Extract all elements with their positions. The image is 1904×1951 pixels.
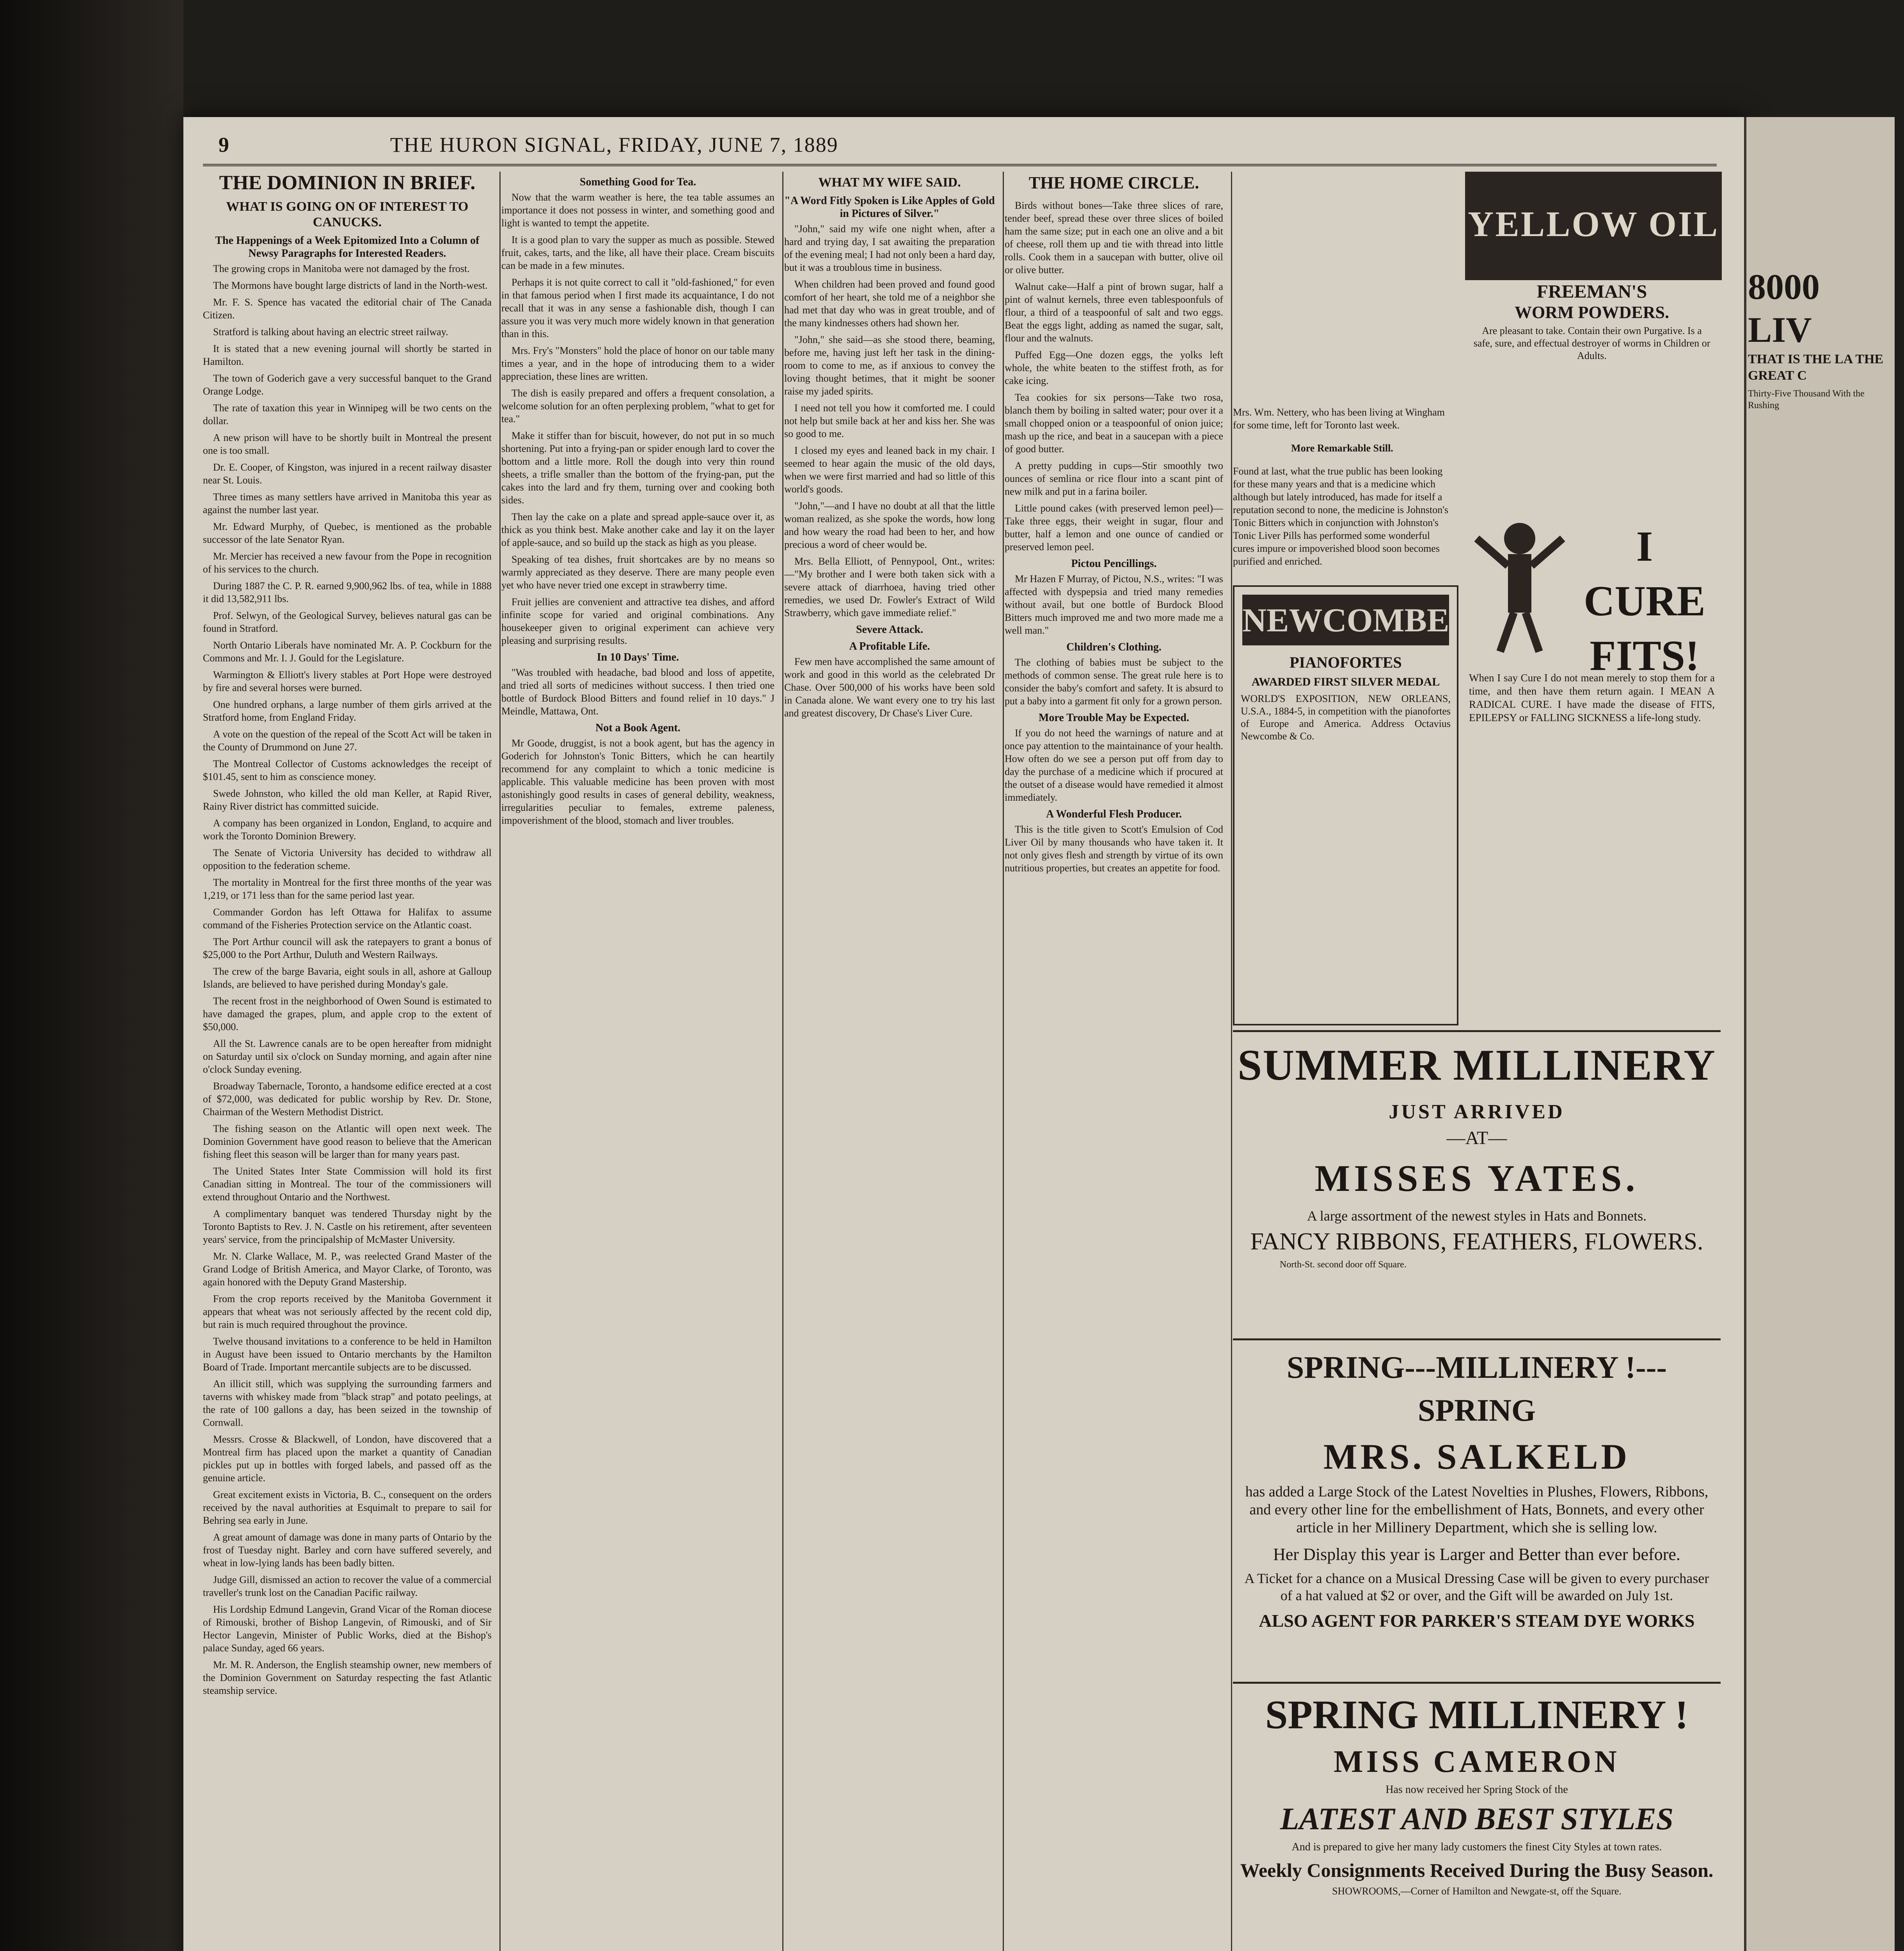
figure-illustration [1469,515,1570,656]
column-snippets [1233,172,1451,581]
ad-cure-fits: I CURE FITS! When I say Cure I do not mean merely to stop them for a time, and then have them return again. I MEAN A RADICAL CURE. I have made the disease of FITS, EPILEPSY or FALLING SICKNESS a life-long study. [1465,390,1719,1022]
article-body [501,191,774,647]
news-item: Mr. M. R. Anderson, the English steamship owner, new members of the Dominion Government on Saturday respecting the fast Atlantic steamship service. [203,1659,492,1696]
recipe-paragraph: A pretty pudding in cups—Stir smoothly two ounces of semlina or rice flour into a scant pint of new milk and put in a farina boiler. [1005,460,1223,497]
ad-misses-yates: SUMMER MILLINERY JUST ARRIVED —AT— MISSES YATES. A large assortment of the newest styles in Hats and Bonnets. FANCY RIBBONS, FEATHERS, FLOWERS. North-St. second door off Square. [1238,1041,1716,1270]
section-text: If you do not heed the warnings of nature and at once pay attention to the maintainance of your health. How often do we see a person put off from day to day the purchase of a medicine which if procured at the outset of a disease would have remedied it almost immediately. [1005,727,1223,803]
section-heading: A Wonderful Flesh Producer. [1046,808,1182,820]
adjacent-page-fragment: 8000 LIV THAT IS THE LA THE GREAT C Thirty-Five Thousand With the Rushing [1748,267,1884,410]
paragraph: Make it stiffer than for biscuit, however, do not put in so much shortening. Put into a frying-pan or spider enough lard to cover the bottom and a little more. Roll the dough into very thin round sheets, a trifle smaller than the bottom of the frying-pan, put the cakes into the lard and fry them, turning over and cooking both sides. [501,430,774,506]
section-heading: Children's Clothing. [1066,641,1162,653]
paragraph: Mrs. Bella Elliott, of Pennypool, Ont., writes:—"My brother and I were both taken sick with a severe attack of diarrhoea, having tried other remedies, we used Dr. Fowler's Extract of Wild Strawberry, which gave immediate relief." [784,556,995,618]
news-item: Warmington & Elliott's livery stables at Port Hope were destroyed by fire and several horses were burned. [203,669,492,693]
section-text: Mr Goode, druggist, is not a book agent, but has the agency in Goderich for Johnston's Tonic Bitters, which he can heartily recommend for any complaint to which a tonic medicine is applicable. This valuable medicine has been proven with most astonishingly good results in cases of general debility, weakness, irregularities peculiar to females, extreme paleness, impoverishment of the blood, stomach and liver troubles. [501,737,774,826]
news-item: Dr. E. Cooper, of Kingston, was injured in a recent railway disaster near St. Louis. [203,462,492,486]
section-text: This is the title given to Scott's Emulsion of Cod Liver Oil by many thousands who have taken it. It not only gives flesh and strength by virtue of its own nutritious properties, but creates an appetite for food. [1005,824,1223,874]
paragraph: Fruit jellies are convenient and attractive tea dishes, and afford infinite scope for varied and original combinations. Any housekeeper given to original experiment can achieve very pleasing and surprising results. [501,596,774,646]
news-item: A complimentary banquet was tendered Thursday night by the Toronto Baptists to Rev. J. N. Castle on his retirement, after seventeen years' service, from the principalship of McMaster University. [203,1208,492,1245]
news-item: Mr. N. Clarke Wallace, M. P., was reelected Grand Master of the Grand Lodge of British America, and Mayor Clarke, of Toronto, was again honored with the Deputy Grand Mastership. [203,1251,492,1288]
news-item: Great excitement exists in Victoria, B. C., consequent on the orders received by the naval authorities at Esquimalt to prepare to sail for Behring sea early in June. [203,1489,492,1526]
news-item: A new prison will have to be shortly built in Montreal the present one is too small. [203,432,492,456]
local-item: Mrs. Wm. Nettery, who has been living at Wingham for some time, left for Toronto last week. [1233,407,1445,431]
recipe-paragraph: Tea cookies for six persons—Take two rosa, blanch them by boiling in salted water; pour over it a small chopped onion or a teaspoonful of onion juice; mash up the rice, and beat in a saucepan with a piece of good butter. [1005,392,1223,455]
section-heading: Severe Attack. [856,624,924,636]
news-item: Commander Gordon has left Ottawa for Halifax to assume command of the Fisheries Protection service on the Atlantic coast. [203,906,492,931]
paragraph: "John," said my wife one night when, after a hard and trying day, I sat awaiting the preparation of the evening meal; I had not only been a hard day, but it was a troublous time in business. [784,223,995,273]
paragraph: Mrs. Fry's "Monsters" hold the place of honor on our table many times a year, and in the hope of introducing them to a wider appreciation, these lines are written. [501,345,774,382]
paragraph: The dish is easily prepared and offers a frequent consolation, a welcome solution for an often perplexing problem, "what to get for tea." [501,387,774,425]
paragraph: Speaking of tea dishes, fruit shortcakes are by no means so warmly appreciated as they deserve. There are many people even yet who have never tried one except in strawberry time. [501,554,774,591]
page-number: 9 [218,133,229,156]
recipe-paragraph: Puffed Egg—One dozen eggs, the yolks left whole, the white beaten to the stiffest froth, as for cake icing. [1005,349,1223,386]
news-item: Twelve thousand invitations to a conference to be held in Hamilton in August have been issued to Ontario merchants by the Hamilton Board of Trade. Important mercantile subjects are to be discussed. [203,1336,492,1373]
news-item: An illicit still, which was supplying the surrounding farmers and taverns with whiskey made from "black strap" and potato peelings, at the rate of 100 gallons a day, has been seized in the township of Cornwall. [203,1378,492,1428]
article-headline: Something Good for Tea. [579,176,696,188]
recipe-paragraph: Birds without bones—Take three slices of rare, tender beef, spread these over three slices of boiled ham the same size; put in each one an olive and a bit of cheese, roll them up and tie with thread into little rolls. Cook them in a saucepan with butter, olive oil or olive butter. [1005,200,1223,275]
section-heading: More Remarkable Still. [1291,442,1393,454]
paragraph: I need not tell you how it comforted me. I could not help but smile back at her and kiss her. She was so good to me. [784,402,995,439]
rule [1233,1030,1721,1032]
recipe-paragraph: Little pound cakes (with preserved lemon peel)—Take three eggs, their weight in sugar, flour and butter, half a lemon and one ounce of candied or preserved lemon peel. [1005,503,1223,553]
news-item: One hundred orphans, a large number of them girls arrived at the Stratford home, from England Friday. [203,699,492,723]
section-heading: A Profitable Life. [849,640,930,652]
news-item: Broadway Tabernacle, Toronto, a handsome edifice erected at a cost of $72,000, was dedicated for public worship by Rev. Dr. Stone, Chairman of the Western Methodist District. [203,1080,492,1118]
news-item: His Lordship Edmund Langevin, Grand Vicar of the Roman diocese of Rimouski, brother of Bishop Langevin, of Rimouski, and of Sir Hector Langevin, Minister of Public Works, died at the Bishop's palace Sunday, aged 66 years. [203,1604,492,1654]
paragraph: "John," she said—as she stood there, beaming, before me, having just left her task in the dining-room to come to me, as if anxious to convey the loving thought betimes, that it might be sooner raise my jaded spirits. [784,334,995,397]
recipe-paragraph: Walnut cake—Half a pint of brown sugar, half a pint of walnut kernels, three even tablespoonfuls of flour, a third of a teaspoonful of salt and two eggs. Beat the eggs light, adding as named the sugar, salt, flour and the walnuts. [1005,281,1223,344]
news-item: Mr. Edward Murphy, of Quebec, is mentioned as the probable successor of the late Senator Ryan. [203,521,492,545]
section-heading: More Trouble May be Expected. [1039,712,1189,724]
section-text: Mr Hazen F Murray, of Pictou, N.S., writes: "I was affected with dyspepsia and tried many remedies without avail, but one bottle of Burdock Blood Bitters much improved me and two more made me a well man." [1005,573,1223,636]
article-deck: The Happenings of a Week Epitomized Into a Column of Newsy Paragraphs for Interested Readers. [215,235,480,259]
news-item: Prof. Selwyn, of the Geological Survey, believes natural gas can be found in Stratford. [203,610,492,634]
news-item: The rate of taxation this year in Winnipeg will be two cents on the dollar. [203,402,492,426]
news-items [203,262,492,1697]
paragraph: When children had been proved and found good comfort of her heart, she told me of a neighbor she had met that day who was in great trouble, and of the many kindnesses others had shown her. [784,279,995,329]
ad-freeman-worm-powders: FREEMAN'S WORM POWDERS. Are pleasant to take. Contain their own Purgative. Is a safe, sure, and effectual destroyer of worms in Children or Adults. [1473,281,1710,361]
news-item: During 1887 the C. P. R. earned 9,900,962 lbs. of tea, while in 1888 it did 13,582,911 lbs. [203,580,492,604]
scan-shadow-left [0,0,183,1951]
rule [1233,1682,1721,1684]
article-body [784,222,995,619]
news-item: Judge Gill, dismissed an action to recover the value of a commercial traveller's trunk lost on the Canadian Pacific railway. [203,1574,492,1598]
ad-yellow-oil: YELLOW OIL [1465,172,1722,280]
news-item: The Senate of Victoria University has decided to withdraw all opposition to the federation scheme. [203,847,492,871]
news-item: From the crop reports received by the Manitoba Government it appears that wheat was not seriously affected by the recent cold dip, but rain is much required throughout the province. [203,1293,492,1330]
article-body [1005,199,1223,553]
section-heading: Not a Book Agent. [595,722,680,734]
news-item: Mr. F. S. Spence has vacated the editorial chair of The Canada Citizen. [203,297,492,321]
news-item: The town of Goderich gave a very successful banquet to the Grand Orange Lodge. [203,373,492,397]
paragraph: Then lay the cake on a plate and spread apple-sauce over it, as thick as you think best. Make another cake and lay it on the layer of apple-sauce, and so build up the stack as high as you please. [501,511,774,548]
column-tea [501,172,783,1951]
newspaper-title: THE HURON SIGNAL, FRIDAY, JUNE 7, 1889 [390,133,838,156]
news-item: Mr. Mercier has received a new favour from the Pope in recognition of his services to the church. [203,551,492,575]
column-dominion-in-brief [203,172,501,1951]
news-item: Stratford is talking about having an electric street railway. [213,326,448,338]
paragraph: Perhaps it is not quite correct to call it "old-fashioned," for even in that famous period when I first made its acquaintance, I do not recall that it was in any sense a fashionable dish, though I can assure you it was very much more widely known in that generation than in this. [501,277,774,339]
news-item: A company has been organized in London, England, to acquire and work the Toronto Dominion Brewery. [203,817,492,842]
section-heading: In 10 Days' Time. [597,651,679,663]
ad-newcombe-pianos: NEWCOMBE PIANOFORTES AWARDED FIRST SILVER MEDAL WORLD'S EXPOSITION, NEW ORLEANS, U.S.A., 1884-5, in competition with the pianofortes of Europe and America. Address Octavius Newcombe & Co. [1233,585,1458,1025]
news-item: The fishing season on the Atlantic will open next week. The Dominion Government have good reason to believe that the American fishing fleet this season will be larger than for many years past. [203,1123,492,1160]
ad-miss-cameron: SPRING MILLINERY ! MISS CAMERON Has now received her Spring Stock of the LATEST AND BEST STYLES And is prepared to give her many lady customers the finest City Styles at town rates. Weekly Consignments Received During the Busy Season. SHOWROOMS,—Corner of Hamilton and Newgate-st, off the Square. [1240,1692,1714,1897]
news-item: The mortality in Montreal for the first three months of the year was 1,219, or 171 less than for the same period last year. [203,877,492,901]
column-home-circle [1005,172,1232,1951]
paragraph: Now that the warm weather is here, the tea table assumes an importance it does not possess in winter, and something good and light is wanted to tempt the appetite. [501,192,774,229]
news-item: The Mormons have bought large districts of land in the North-west. [213,280,488,291]
news-item: All the St. Lawrence canals are to be open hereafter from midnight on Saturday until six o'clock on Sunday morning, and again after nine o'clock Sunday evening. [203,1038,492,1075]
article-headline: WHAT MY WIFE SAID. [818,175,961,190]
section-text: Few men have accomplished the same amount of work and good in this world as the celebrated Dr Chase. Over 500,000 of his works have been sold in Canada alone. We want every one to try his last and greatest discovery, Dr Chase's Liver Cure. [784,656,995,719]
news-item: The Port Arthur council will ask the ratepayers to grant a bonus of $25,000 to the Port Arthur, Duluth and Western Railways. [203,936,492,960]
news-item: Swede Johnston, who killed the old man Keller, at Rapid River, Rainy River district has committed suicide. [203,788,492,812]
section-text: Found at last, what the true public has been looking for these many years and that is a medicine which although but lately introduced, has made for itself a reputation second to none, the medicine is Johnston's Tonic Bitters which in conjunction with Johnston's Tonic Liver Pills has performed some wonderful cures impure or impoverished blood soon becomes purified and enriched. [1233,466,1449,567]
paragraph: "John,"—and I have no doubt at all that the little woman realized, as she spoke the words, how long and how weary the road had been to her, and how precious a word of cheer would be. [784,500,995,550]
news-item: A vote on the question of the repeal of the Scott Act will be taken in the County of Drummond on June 27. [203,729,492,753]
column-wife-said [784,172,1004,1951]
news-item: The growing crops in Manitoba were not damaged by the frost. [213,263,470,274]
news-item: The Montreal Collector of Customs acknowledges the receipt of $101.45, sent to him as conscience money. [203,758,492,782]
masthead [203,129,1717,166]
news-item: The United States Inter State Commission will hold its first Canadian sitting in Montreal. The tour of the commissioners will extend throughout Ontario and the Northwest. [203,1166,492,1203]
section-text: The clothing of babies must be subject to the methods of common sense. The great rule here is to consider the baby's comfort and safety. It is absurd to put a baby into a garment fit only for a grown person. [1005,657,1223,707]
news-item: Messrs. Crosse & Blackwell, of London, have discovered that a Montreal firm has placed upon the market a quantity of Canadian pickles put up in bottles with forged labels, and passed off as the genuine article. [203,1434,492,1484]
rule [1233,1338,1721,1340]
news-item: It is stated that a new evening journal will shortly be started in Hamilton. [203,343,492,367]
news-item: Three times as many settlers have arrived in Manitoba this year as against the number last year. [203,491,492,515]
section-text: "Was troubled with headache, bad blood and loss of appetite, and tried all sorts of medicines without success. I then tried one bottle of Burdock Blood Bitters and found relief in 10 days." J Meindle, Mattawa, Ont. [501,667,774,717]
article-subhead: WHAT IS GOING ON OF INTEREST TO CANUCKS. [226,199,469,229]
article-headline: THE HOME CIRCLE. [1028,173,1199,192]
ad-mrs-salkeld: SPRING---MILLINERY !---SPRING MRS. SALKELD has added a Large Stock of the Latest Novelties in Plushes, Flowers, Ribbons, and every other line for the embellishment of Hats, Bonnets, and every other article in her Millinery Department, which she is selling low. Her Display this year is Larger and Better than ever before. A Ticket for a chance on a Musical Dressing Case will be given to every purchaser of a hat valued at $2 or over, and the Gift will be awarded on July 1st. ALSO AGENT FOR PARKER'S STEAM DYE WORKS [1244,1350,1709,1631]
article-headline: THE DOMINION IN BRIEF. [219,172,476,194]
paragraph: It is a good plan to vary the supper as much as possible. Stewed fruit, cakes, tarts, and the like, all have their place. Cream biscuits can be made in a few minutes. [501,234,774,271]
news-item: The crew of the barge Bavaria, eight souls in all, ashore at Galloup Islands, are believed to have perished during Monday's gale. [203,966,492,990]
section-heading: Pictou Pencillings. [1071,558,1157,570]
paragraph: I closed my eyes and leaned back in my chair. I seemed to hear again the music of the old days, when we were first married and had so little of this world's goods. [784,445,995,495]
article-subhead: "A Word Fitly Spoken is Like Apples of Gold in Pictures of Silver." [784,195,995,220]
news-item: The recent frost in the neighborhood of Owen Sound is estimated to have damaged the grapes, plum, and apple crop to the extent of $50,000. [203,995,492,1032]
news-item: North Ontario Liberals have nominated Mr. A. P. Cockburn for the Commons and Mr. I. J. Gould for the Legislature. [203,640,492,664]
news-item: A great amount of damage was done in many parts of Ontario by the frost of Tuesday night. Barley and corn have suffered severely, and wheat in low-lying lands has been badly bitten. [203,1532,492,1569]
